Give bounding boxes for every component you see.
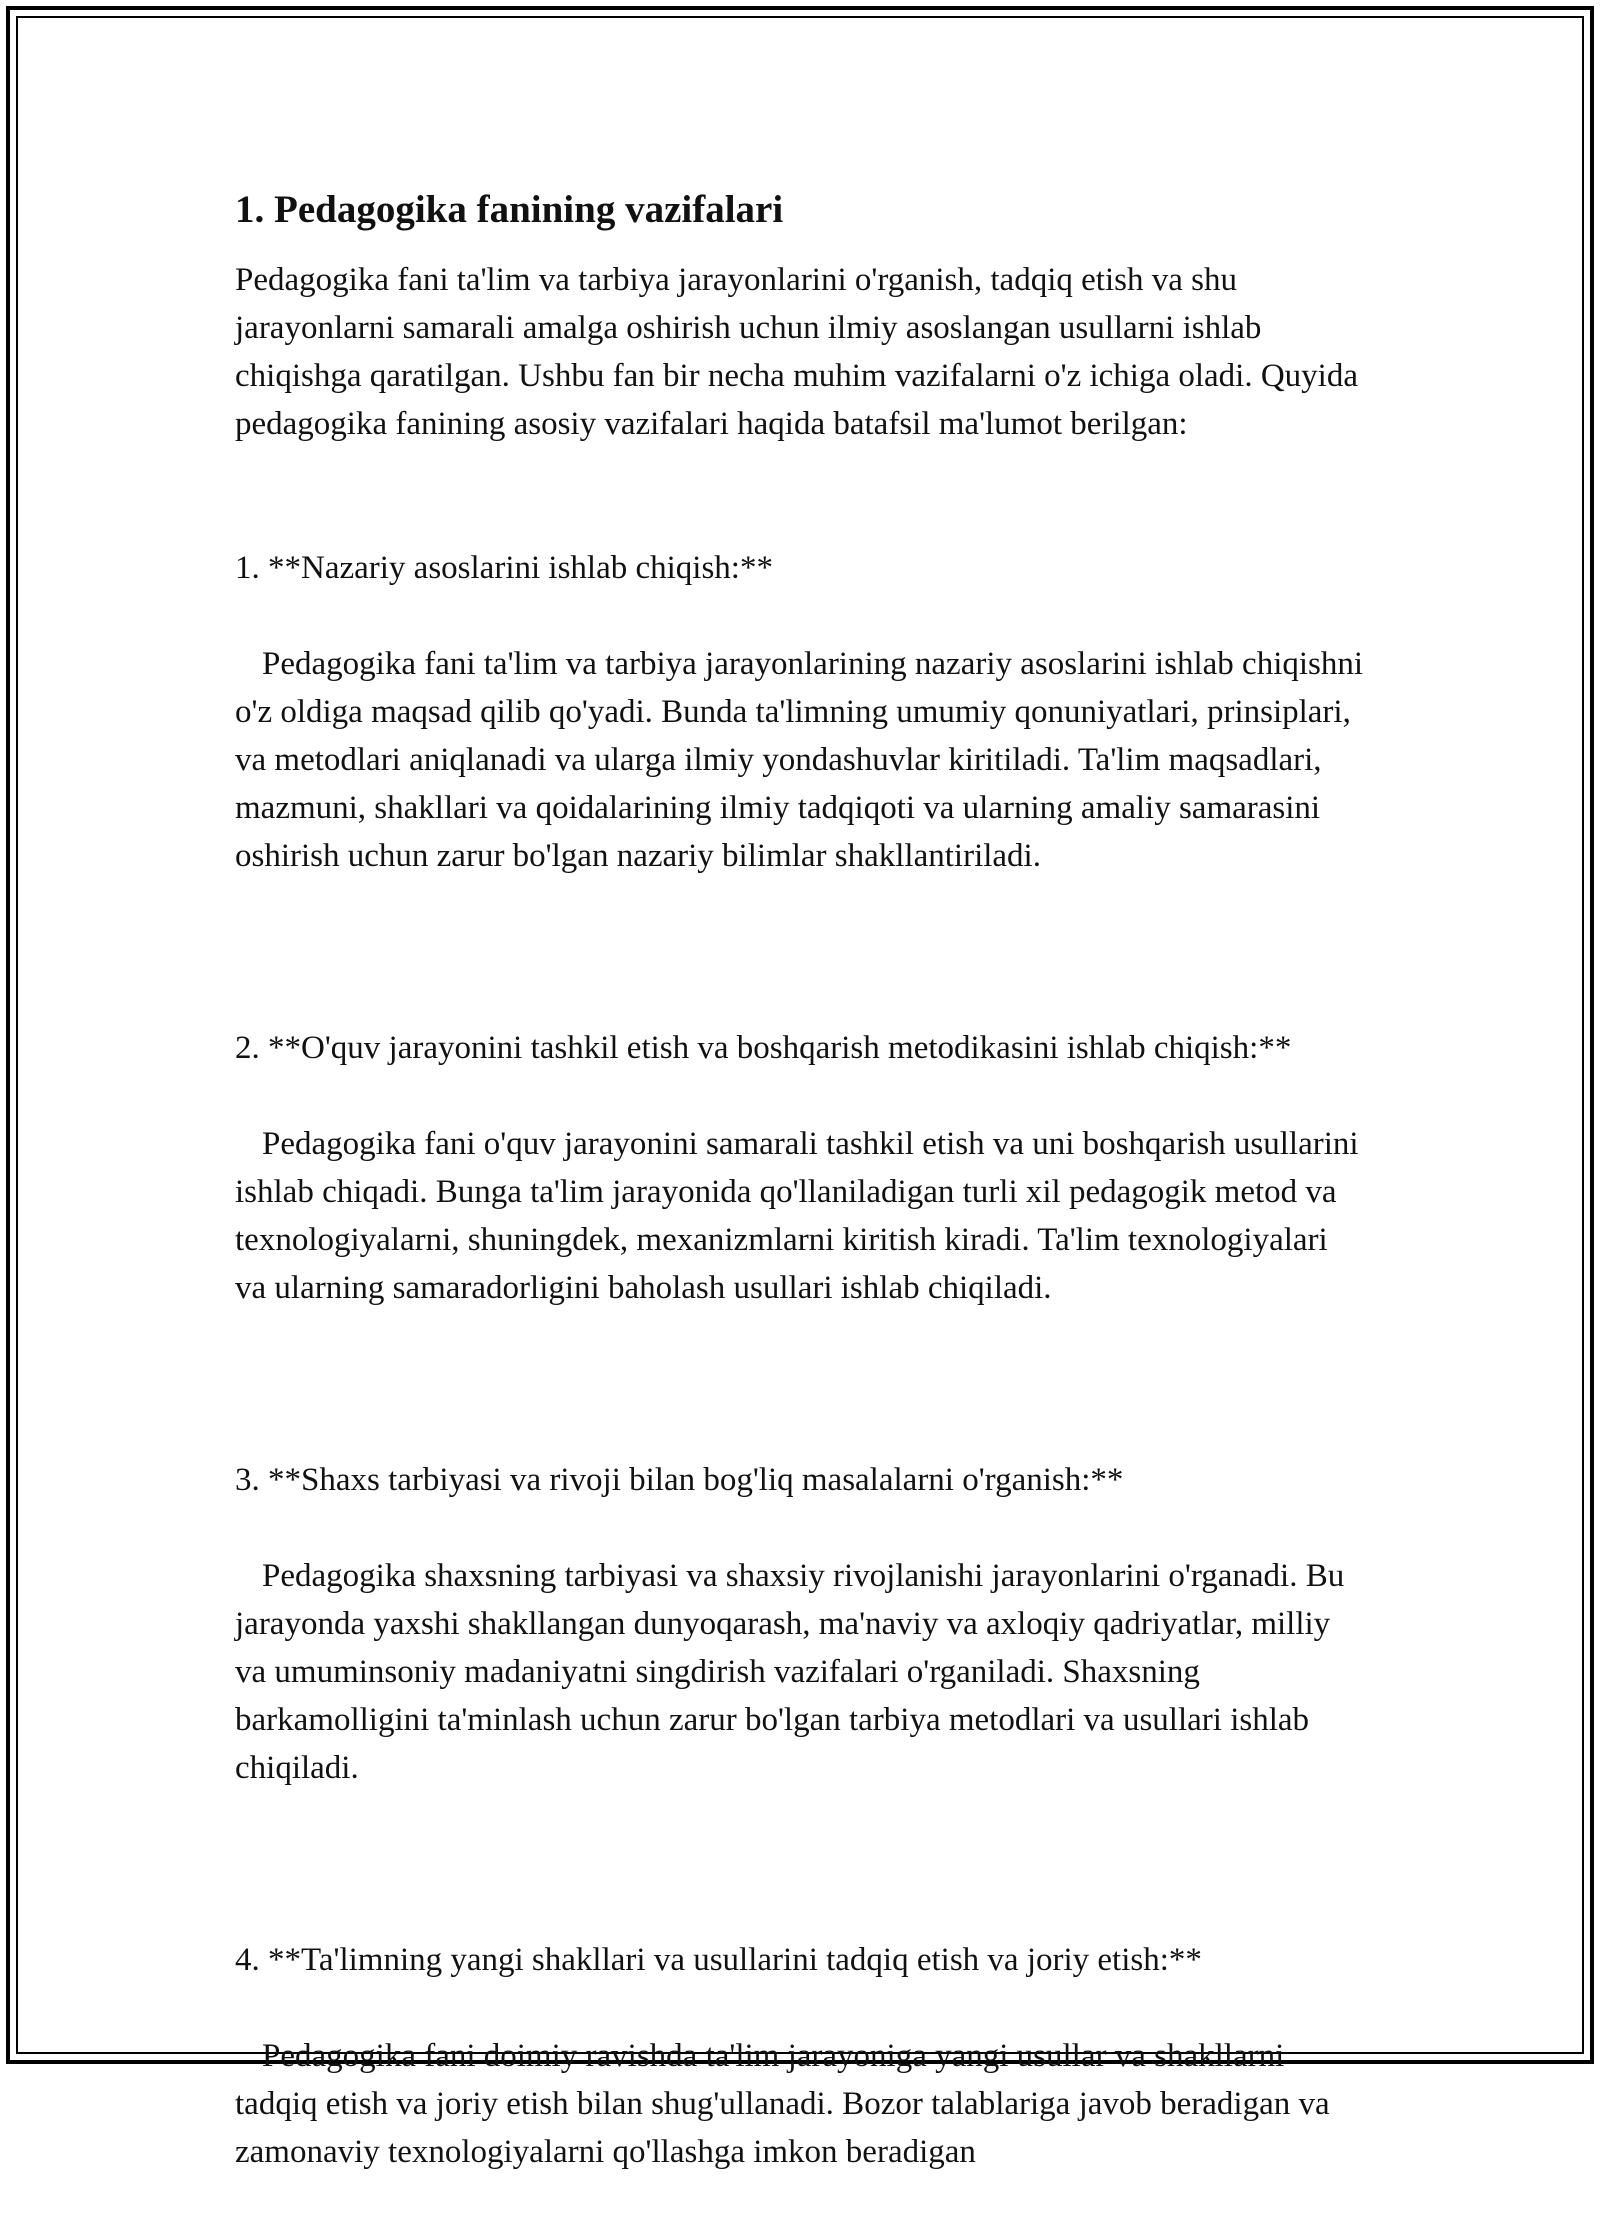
list-item xyxy=(235,976,1365,1360)
list-item xyxy=(235,1408,1365,1840)
paragraph-spacer xyxy=(235,1840,1365,1888)
list-item-title: 3. **Shaxs tarbiyasi va rivoji bilan bog'liq masalalarni o'rganish:** xyxy=(235,1462,1124,1498)
section-heading: 1. Pedagogika fanining vazifalari xyxy=(235,188,784,231)
list-item-title: 2. **O'quv jarayonini tashkil etish va boshqarish metodikasini ishlab chiqish:** xyxy=(235,1030,1292,1066)
list-item-body: Pedagogika fani ta'lim va tarbiya jarayonlarining nazariy asoslarini ishlab chiqishni o'z oldiga maqsad qilib qo'yadi. Bunda ta'limning umumiy qonuniyatlari, prinsiplari, va metodlari aniqlanadi va ularga ilmiy yondashuvlar kiritiladi. Ta'lim maqsadlari, mazmuni, shakllari va qoidalarining ilmiy tadqiqoti va ularning amaliy samarasini oshirish uchun zarur bo'lgan nazariy bilimlar shakllantiriladi. xyxy=(235,646,1364,874)
document-body xyxy=(235,184,1365,2224)
list-item-body: Pedagogika fani o'quv jarayonini samarali tashkil etish va uni boshqarish usullarini ishlab chiqadi. Bunga ta'lim jarayonida qo'llaniladigan turli xil pedagogik metod va texnologiyalarni, shuningdek, mexanizmlarni kiritish kiradi. Ta'lim texnologiyalari va ularning samaradorligini baholash usullari ishlab chiqiladi. xyxy=(235,1126,1359,1306)
paragraph-spacer xyxy=(235,928,1365,976)
list-item xyxy=(235,496,1365,928)
list-item-title: 4. **Ta'limning yangi shakllari va usullarini tadqiq etish va joriy etish:** xyxy=(235,1942,1202,1978)
list-item xyxy=(235,1888,1365,2224)
list-item-body: Pedagogika fani doimiy ravishda ta'lim jarayoniga yangi usullar va shakllarni tadqiq etish va joriy etish bilan shug'ullanadi. Bozor talablariga javob beradigan va zamonaviy texnologiyalarni qo'llashga imkon beradigan xyxy=(235,2038,1330,2170)
intro-paragraph: Pedagogika fani ta'lim va tarbiya jarayonlarini o'rganish, tadqiq etish va shu jarayonlarni samarali amalga oshirish uchun ilmiy asoslangan usullarni ishlab chiqishga qaratilgan. Ushbu fan bir necha muhim vazifalarni o'z ichiga oladi. Quyida pedagogika fanining asosiy vazifalari haqida batafsil ma'lumot berilgan: xyxy=(235,262,1358,442)
paragraph-spacer xyxy=(235,1360,1365,1408)
list-item-body: Pedagogika shaxsning tarbiyasi va shaxsiy rivojlanishi jarayonlarini o'rganadi. Bu jarayonda yaxshi shakllangan dunyoqarash, ma'naviy va axloqiy qadriyatlar, milliy va umuminsoniy madaniyatni singdirish vazifalari o'rganiladi. Shaxsning barkamolligini ta'minlash uchun zarur bo'lgan tarbiya metodlari va usullari ishlab chiqiladi. xyxy=(235,1558,1345,1786)
list-item-title: 1. **Nazariy asoslarini ishlab chiqish:** xyxy=(235,550,773,586)
paragraph-spacer xyxy=(235,448,1365,496)
